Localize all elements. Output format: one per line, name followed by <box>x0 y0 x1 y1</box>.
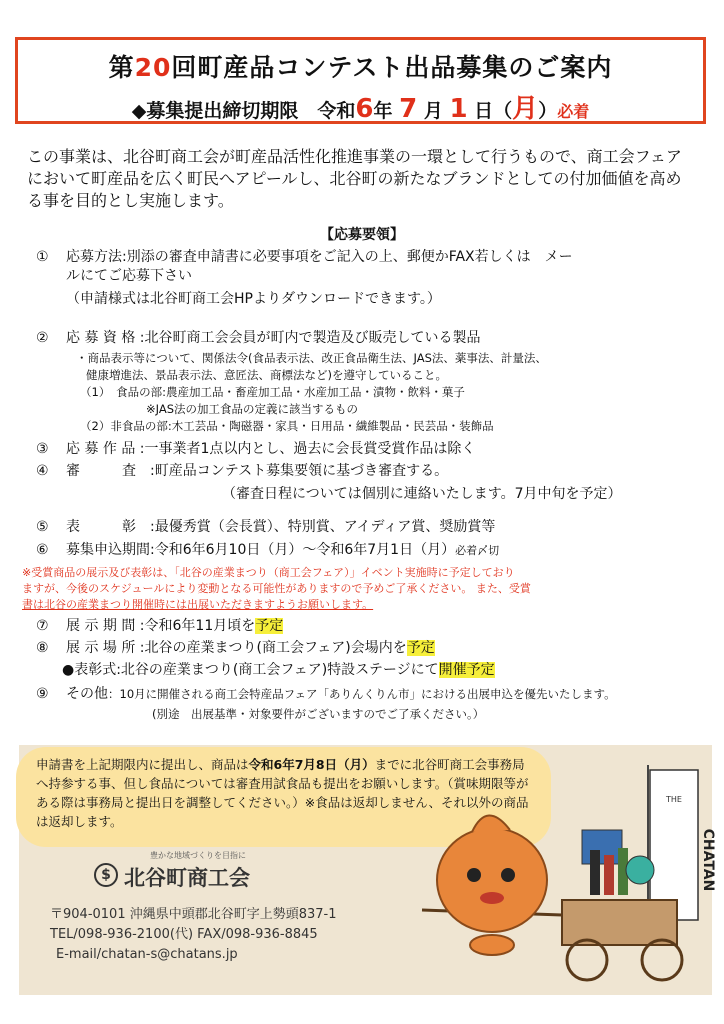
item-5: ⑤ 表 彰 :最優秀賞（会長賞）、特別賞、アイディア賞、奨励賞等 <box>36 519 496 535</box>
item-3: ③ 応 募 作 品 :一事業者1点以内とし、過去に会長賞受賞作品は除く <box>36 441 476 457</box>
item-4: ④ 審 査 :町産品コンテスト募集要領に基づき審査する。 <box>36 463 449 479</box>
item-6: ⑥ 募集申込期間:令和6年6月10日（月）～令和6年7月1日（月）必着〆切 <box>36 542 500 558</box>
item-8: ⑧ 展 示 場 所 :北谷の産業まつり(商工会フェア)会場内を予定 <box>36 640 435 656</box>
deadline-heading: ◆募集提出締切期限 令和6年 7 月 1 日（月）必着 <box>131 94 590 124</box>
item-2-sub5: （2）非食品の部:木工芸品・陶磁器・家具・日用品・繊維製品・民芸品・装飾品 <box>80 419 494 433</box>
requirements-title: 【応募要領】 <box>320 227 404 243</box>
item-9: ⑨ その他：10月に開催される商工会特産品フェア「ありんくりん市」における出展申込を優先いたします。 <box>36 686 616 702</box>
banner-top-text: THE <box>666 795 682 804</box>
page-title: 第20回町産品コンテスト出品募集のご案内 <box>108 53 613 82</box>
item-7: ⑦ 展 示 期 間 :令和6年11月頃を予定 <box>36 618 284 634</box>
mascot-body <box>437 828 547 932</box>
item-2-sub2: 健康増進法、景品表示法、意匠法、商標法など)を遵守していること。 <box>86 368 447 382</box>
org-name: 北谷町商工会 <box>124 866 250 890</box>
notice-text: ※受賞商品の展示及び表彰は、「北谷の産業まつり（商工会フェア）」イベント実施時に予定しており ますが、今後のスケジュールにより変動となる可能性がありますので予めご了承ください。 また、受賞 書は北谷の産業まつり開催時には出展いただきますようお願いします。 <box>22 566 531 611</box>
item-9-sub: (別途 出展基準・対象要件がございますのでご了承ください。） <box>152 707 485 721</box>
title-box <box>15 37 706 124</box>
goods-box <box>582 830 622 864</box>
org-address: 〒904-0101 沖縄県中頭郡北谷町字上勢頭837-1 <box>50 907 337 922</box>
org-email: E-mail/chatan-s@chatans.jp <box>56 947 238 962</box>
mascot-cart-illustration <box>412 760 716 995</box>
item-2-sub1: ・商品表示等について、関係法令(食品表示法、改正食品衛生法、JAS法、薬事法、計量法、 <box>76 351 547 365</box>
cart-body <box>562 900 677 945</box>
award-ceremony: ●表彰式:北谷の産業まつり(商工会フェア)特設ステージにて開催予定 <box>62 662 495 678</box>
banner-flag <box>650 770 698 920</box>
item-2-sub4: ※JAS法の加工食品の定義に該当するもの <box>146 402 358 416</box>
org-phone: TEL/098-936-2100(代) FAX/098-936-8845 <box>50 927 318 942</box>
banner-text: CHATAN <box>700 828 716 892</box>
item-1-line2: ルにてご応募下さい <box>66 268 192 284</box>
intro-text: この事業は、北谷町商工会が町産品活性化推進事業の一環として行うもので、商工会フェアにおいて町産品を広く町民へアピールし、北谷町の新たなブランドとしての付加価値を高める事を目的とし実施します。 <box>27 147 682 210</box>
item-2: ② 応 募 資 格 :北谷町商工会会員が町内で製造及び販売している製品 <box>36 330 481 346</box>
org-contact <box>50 905 337 965</box>
item-4-sub: （審査日程については個別に連絡いたします。7月中旬を予定） <box>222 486 622 502</box>
org-tagline: 豊かな地域づくりを目指に <box>150 851 246 860</box>
item-1-note: （申請様式は北谷町商工会HPよりダウンロードできます。） <box>66 291 441 307</box>
submission-bubble: 申請書を上記期限内に提出し、商品は令和6年7月8日（月）までに北谷町商工会事務局へ持参する事、但し食品については審査用試食品も提出をお願いします。（賞味期限等がある際は事務局と提出日を調整してください。）※食品は返却しません、それ以外の商品は返却します。 <box>16 747 551 847</box>
item-1: ① 応募方法:別添の審査申請書に必要事項をご記入の上、郵便かFAX若しくは メー <box>36 249 573 265</box>
item-2-sub3: （1） 食品の部:農産加工品・畜産加工品・水産加工品・漬物・飲料・菓子 <box>80 385 465 399</box>
org-logo-icon: $ <box>94 863 118 887</box>
